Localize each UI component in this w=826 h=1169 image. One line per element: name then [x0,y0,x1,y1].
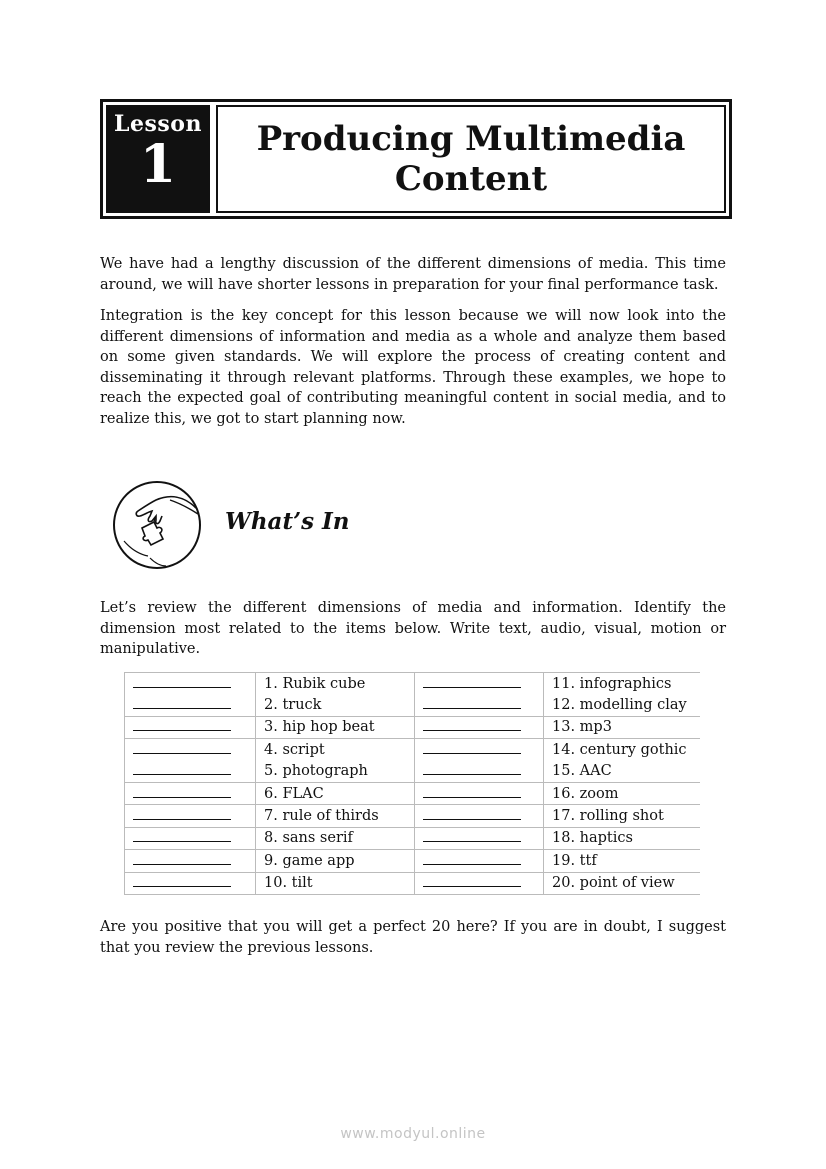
answer-blank[interactable] [415,739,544,761]
answer-blank[interactable] [125,694,256,716]
answer-blank[interactable] [125,761,256,783]
table-row [125,872,701,894]
item-label: 17. rolling shot [544,805,701,827]
answer-blank[interactable] [415,716,544,738]
table-row [125,739,701,761]
answer-blank[interactable] [415,673,544,695]
answer-blank[interactable] [415,872,544,894]
item-label: 5. photograph [256,761,415,783]
answer-blank[interactable] [415,827,544,849]
answer-blank[interactable] [125,739,256,761]
item-label: 1. Rubik cube [256,673,415,695]
answer-blank[interactable] [125,673,256,695]
answer-blank[interactable] [125,805,256,827]
lesson-badge [106,105,210,213]
answer-blank[interactable] [415,782,544,804]
table-row [125,761,701,783]
item-label: 18. haptics [544,827,701,849]
table-row [125,805,701,827]
item-label: 14. century gothic [544,739,701,761]
closing-paragraph: Are you positive that you will get a perfect 20 here? If you are in doubt, I suggest that you review the previous lessons. [100,919,726,956]
answer-blank[interactable] [125,827,256,849]
answer-blank[interactable] [415,805,544,827]
answer-blank[interactable] [125,782,256,804]
answer-blank[interactable] [125,872,256,894]
table-row [125,673,701,695]
item-label: 6. FLAC [256,782,415,804]
table-row [125,694,701,716]
intro-paragraph-1: We have had a lengthy discussion of the different dimensions of media. This time around, we will have shorter lessons in preparation for your final performance task. [100,256,726,293]
item-label: 12. modelling clay [544,694,701,716]
answer-blank[interactable] [125,716,256,738]
table-row [125,782,701,804]
lesson-header [100,99,732,219]
answer-blank[interactable] [125,850,256,872]
item-label: 7. rule of thirds [256,805,415,827]
lesson-title-box [216,105,726,213]
intro-paragraph-2: Integration is the key concept for this lesson because we will now look into the different dimensions of information and media as a whole and analyze them based on some given standards. We will explore the process of creating content and disseminating it through relevant platforms. Through these examples, we hope to reach the expected goal of contributing meaningful content in social media, and to realize this, we got to start planning now. [100,308,726,427]
item-label: 10. tilt [256,872,415,894]
answer-blank[interactable] [415,694,544,716]
whats-in-title: What’s In [225,508,350,535]
table-row [125,716,701,738]
hand-puzzle-icon [110,478,210,572]
item-label: 13. mp3 [544,716,701,738]
item-label: 2. truck [256,694,415,716]
table-row [125,827,701,849]
item-label: 11. infographics [544,673,701,695]
item-label: 15. AAC [544,761,701,783]
answer-blank[interactable] [415,761,544,783]
lesson-number: 1 [139,134,177,195]
watermark: www.modyul.online [340,1126,486,1142]
item-label: 16. zoom [544,782,701,804]
item-label: 4. script [256,739,415,761]
answer-blank[interactable] [415,850,544,872]
item-label: 19. ttf [544,850,701,872]
answer-table [124,672,700,895]
lesson-title: Producing Multimedia Content [256,119,686,199]
item-label: 8. sans serif [256,827,415,849]
table-row [125,850,701,872]
lesson-word: Lesson [114,111,202,137]
item-label: 3. hip hop beat [256,716,415,738]
lesson-header-inner [106,105,726,213]
item-label: 20. point of view [544,872,701,894]
whats-in-instructions: Let’s review the different dimensions of media and information. Identify the dimension most related to the items below. Write text, audio, visual, motion or manipulative. [100,600,726,658]
item-label: 9. game app [256,850,415,872]
